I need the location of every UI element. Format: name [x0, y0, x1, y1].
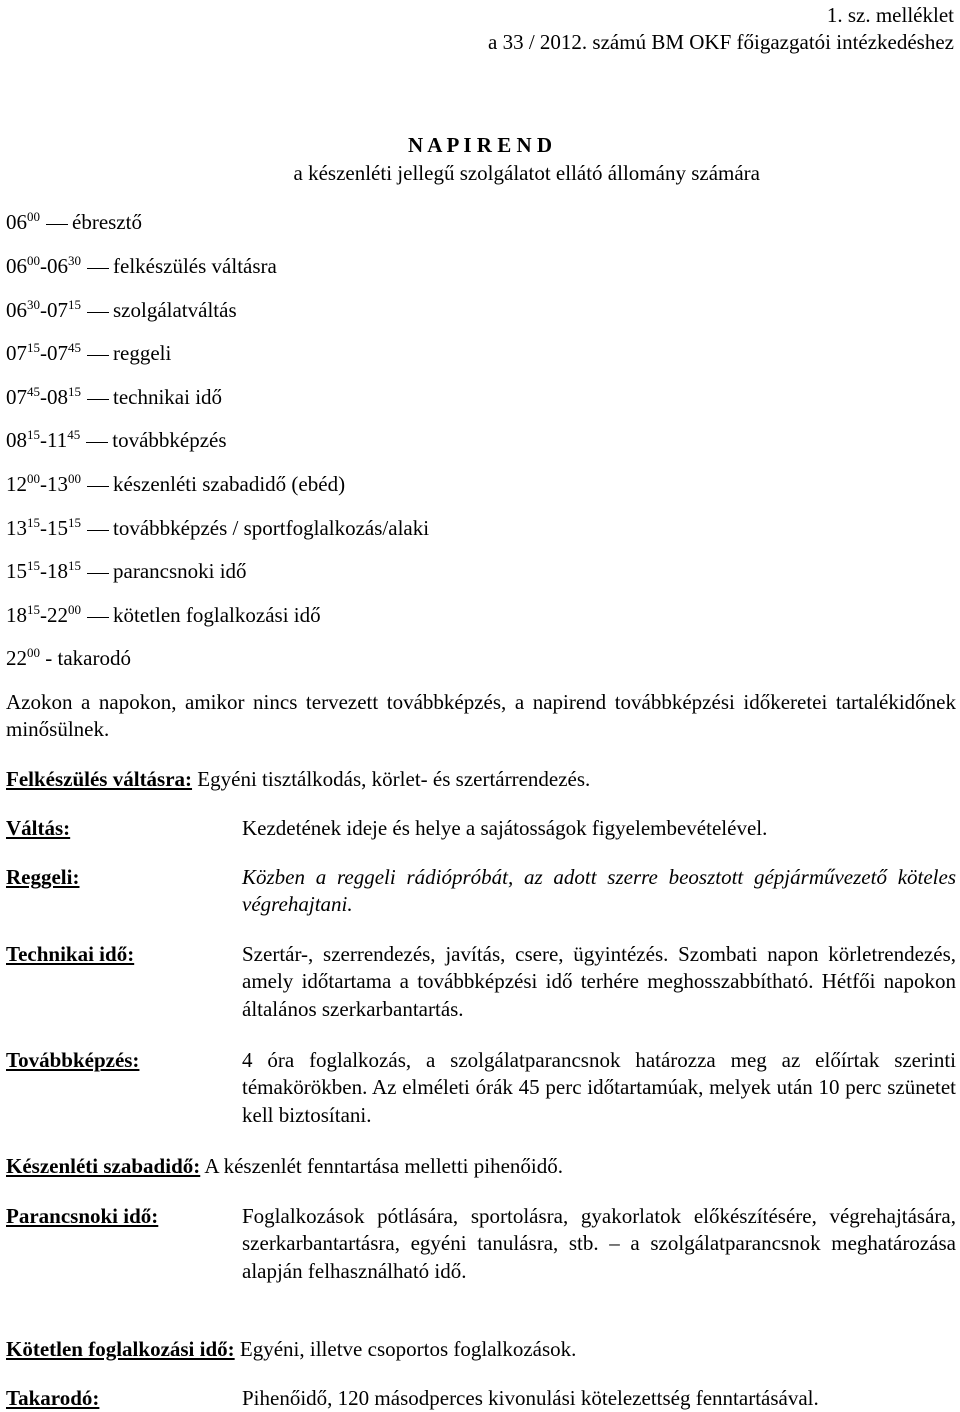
- page-title: N A P I R E N D: [407, 133, 553, 157]
- definition-kotetlen: [6, 1336, 956, 1363]
- schedule-time: $15^{15}-18^{15}$: [6, 558, 81, 583]
- annex-reference: a 33 / 2012. számú BM OKF főigazgatói intézkedéshez: [488, 30, 954, 55]
- definition-text-takarodo: Pihenőidő, 120 másodperces kivonulási kötelezettség fenntartásával.: [242, 1386, 819, 1410]
- schedule-time: $22^{00}$: [6, 645, 40, 670]
- schedule-time: $07^{45}-08^{15}$: [6, 384, 81, 409]
- definition-text-reggeli: Közben a reggeli rádiópróbát, az adott szerre beosztott gépjárművezető köteles végrehajtani.: [242, 865, 956, 917]
- schedule-time: $06^{00}$: [6, 209, 40, 234]
- schedule-time: $18^{15}-22^{00}$: [6, 602, 81, 627]
- schedule-time: $12^{00}-13^{00}$: [6, 471, 81, 496]
- schedule-label: parancsnoki idő: [113, 559, 247, 583]
- dash-separator: [87, 399, 109, 400]
- schedule-time: $13^{15}-15^{15}$: [6, 515, 81, 540]
- dash-separator: [87, 268, 109, 269]
- schedule-time: $06^{00}-06^{30}$: [6, 253, 81, 278]
- schedule-label: reggeli: [113, 341, 172, 365]
- note-paragraph: Azokon a napokon, amikor nincs tervezett továbbképzés, a napirend továbbképzési időkeretei tartalékidőnek minősülnek.: [6, 690, 956, 742]
- definition-keszenleti: [6, 1153, 956, 1180]
- dash-separator: [46, 224, 68, 225]
- schedule-row: [6, 471, 345, 498]
- annex-header: [254, 2, 954, 57]
- annex-number: 1. sz. melléklet: [826, 3, 954, 27]
- page-subtitle: a készenléti jellegű szolgálatot ellátó állomány számára: [293, 161, 760, 185]
- definition-text-technikai: Szertár-, szerrendezés, javítás, csere, ügyintézés. Szombati napon körletrendezés, amely időtartama a továbbképzési idő terhére meghosszabbítható. Hétfői napokon általános szerkarbantartás.: [242, 942, 956, 1021]
- definition-term: Kötetlen foglalkozási idő:: [6, 1337, 235, 1361]
- dash-separator: [86, 442, 108, 443]
- schedule-row: [6, 340, 171, 367]
- definition-text-parancsnoki: Foglalkozások pótlására, sportolásra, gyakorlatok előkészítésére, végrehajtására, szerkarbantartásra, egyéni tanulásra, stb. – a szolgálatparancsnok meghatározása alapján felhasználható idő.: [242, 1204, 956, 1283]
- definition-term: Felkészülés váltásra:: [6, 767, 193, 791]
- schedule-time: $07^{15}-07^{45}$: [6, 340, 81, 365]
- schedule-row: [6, 384, 222, 411]
- schedule-row: [6, 297, 237, 324]
- definition-text-valtas: Kezdetének ideje és helye a sajátosságok figyelembevételével.: [242, 816, 768, 840]
- definition-term-valtas: Váltás:: [6, 816, 71, 840]
- dash-separator: [87, 312, 109, 313]
- definition-term-tovabbkepzes: Továbbképzés:: [6, 1048, 140, 1072]
- schedule-label: technikai idő: [113, 385, 223, 409]
- definition-term-takarodo: Takarodó:: [6, 1386, 100, 1410]
- definition-term: Készenléti szabadidő:: [6, 1154, 201, 1178]
- dash-separator: [87, 486, 109, 487]
- definition-text: A készenlét fenntartása melletti pihenőidő.: [204, 1154, 563, 1178]
- definition-text: Egyéni, illetve csoportos foglalkozások.: [239, 1337, 577, 1361]
- schedule-label: szolgálatváltás: [113, 298, 237, 322]
- dash-separator: [87, 617, 109, 618]
- schedule-row: [6, 558, 247, 585]
- schedule-label: kötetlen foglalkozási idő: [113, 603, 321, 627]
- schedule-row: [6, 602, 321, 629]
- dash-separator: [87, 573, 109, 574]
- schedule-label: ébresztő: [72, 210, 142, 234]
- schedule-label: továbbképzés / sportfoglalkozás/alaki: [113, 516, 430, 540]
- schedule-row: [6, 253, 277, 280]
- schedule-label: takarodó: [57, 646, 131, 670]
- schedule-label: felkészülés váltásra: [113, 254, 277, 278]
- definition-term-reggeli: Reggeli:: [6, 865, 80, 889]
- definition-text-tovabbkepzes: 4 óra foglalkozás, a szolgálatparancsnok határozza meg az előírtak szerinti témakörökben. Az elméleti órák 45 perc időtartamúak, melyek után 10 perc szünetet kell biztosítani.: [242, 1048, 956, 1127]
- dash-separator: [87, 530, 109, 531]
- definition-term-technikai: Technikai idő:: [6, 942, 135, 966]
- schedule-label: készenléti szabadidő (ebéd): [113, 472, 346, 496]
- schedule-row: [6, 645, 131, 672]
- schedule-row: [6, 427, 227, 454]
- schedule-time: $08^{15}-11^{45}$: [6, 427, 81, 452]
- definition-text: Egyéni tisztálkodás, körlet- és szertárrendezés.: [197, 767, 591, 791]
- schedule-label: továbbképzés: [112, 428, 227, 452]
- schedule-time: $06^{30}-07^{15}$: [6, 297, 81, 322]
- definition-term-parancsnoki: Parancsnoki idő:: [6, 1204, 159, 1228]
- hyphen-separator: -: [40, 646, 58, 670]
- schedule-row: [6, 515, 429, 542]
- schedule-row: [6, 209, 142, 236]
- dash-separator: [87, 355, 109, 356]
- definition-felkeszules: [6, 766, 956, 793]
